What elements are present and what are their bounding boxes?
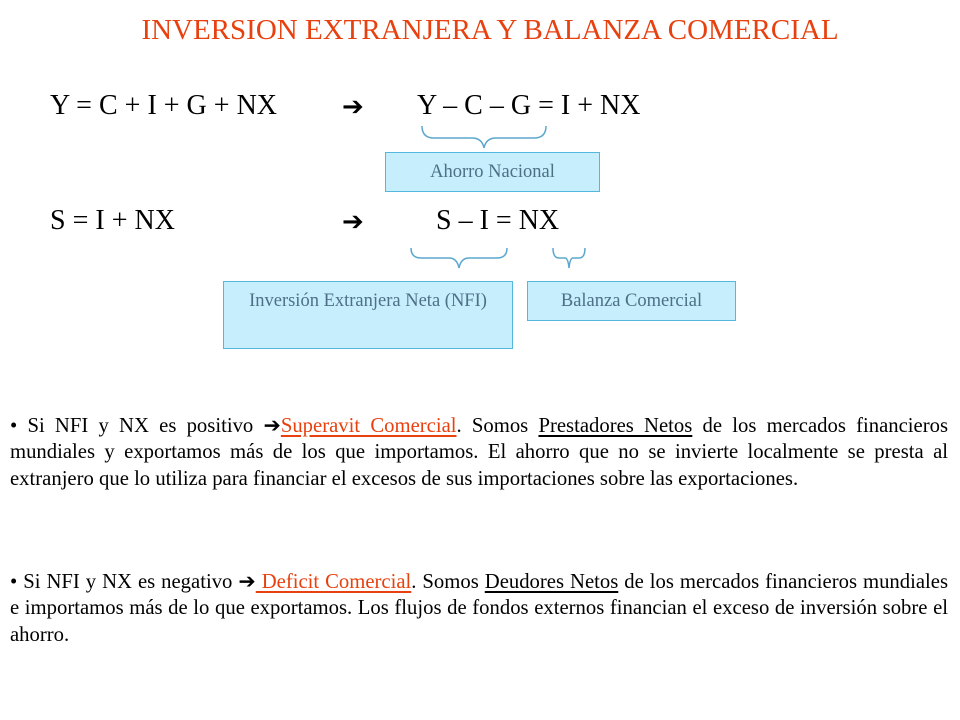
brace-national-savings [420, 124, 550, 150]
right-arrow-icon: ➔ [342, 207, 364, 237]
bullet-rest: de los mercados financieros mundiales y exportamos más de los que importamos. El ahorro que no se invierte localmente se presta al extranjero que lo utiliza para financiar el excesos de sus importaciones sobre las exportaciones. [10, 415, 949, 490]
bullet-lead: Si NFI y NX es positivo [27, 415, 264, 437]
label-ahorro-nacional: Ahorro Nacional [385, 152, 600, 192]
bullet-rest: de los mercados financieros mundiales e importamos más de lo que exportamos. Los flujos de fondos externos financian el exceso de inversión sobre el ahorro. [10, 571, 949, 646]
right-arrow-icon: ➔ [342, 92, 364, 122]
term-superavit-comercial: Superavit Comercial [280, 415, 457, 437]
right-arrow-icon: ➔ [263, 413, 281, 437]
label-inversion-extranjera-neta: Inversión Extranjera Neta (NFI) [223, 281, 513, 349]
equation-gdp-identity: Y = C + I + G + NX [50, 90, 278, 121]
term-deficit-comercial: Deficit Comercial [255, 571, 412, 593]
label-balanza-comercial: Balanza Comercial [527, 281, 736, 321]
bullet-deficit [10, 568, 948, 648]
bullet-lead: Si NFI y NX es negativo [23, 571, 239, 593]
bullet-mid: . Somos [456, 415, 539, 437]
term-prestadores-netos: Prestadores Netos [538, 415, 693, 437]
bullet-superavit [10, 412, 948, 492]
term-deudores-netos: Deudores Netos [484, 571, 619, 593]
right-arrow-icon: ➔ [238, 569, 256, 593]
bullet-dot: • [10, 415, 18, 437]
equation-savings-identity: Y – C – G = I + NX [417, 90, 641, 121]
brace-balanza [551, 246, 587, 270]
equation-s-minus-i: S – I = NX [436, 205, 560, 236]
brace-nfi [409, 246, 509, 270]
bullet-mid: . Somos [411, 571, 485, 593]
equation-s-i-nx: S = I + NX [50, 205, 175, 236]
bullet-dot: • [10, 571, 18, 593]
page-title: INVERSION EXTRANJERA Y BALANZA COMERCIAL [141, 14, 839, 46]
